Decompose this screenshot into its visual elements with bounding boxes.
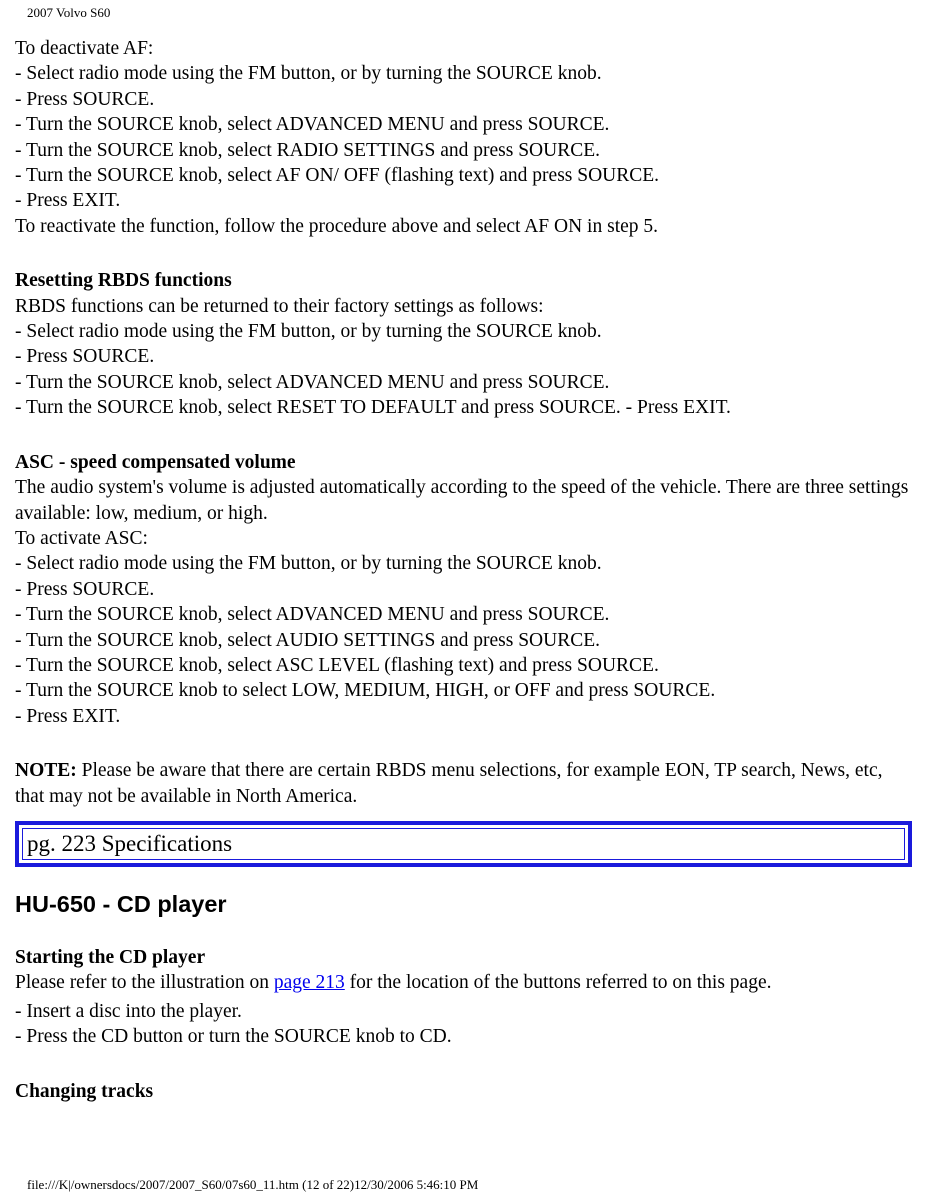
page-content (15, 36, 915, 1104)
section-heading: Starting the CD player (15, 946, 206, 968)
text-line: - Turn the SOURCE knob, select ADVANCED MENU and press SOURCE. (15, 371, 610, 393)
text-line: - Select radio mode using the FM button, or by turning the SOURCE knob. (15, 63, 602, 85)
paragraph-gap (15, 1050, 915, 1079)
text-line: To reactivate the function, follow the procedure above and select AF ON in step 5. (15, 215, 659, 237)
specifications-page-box (15, 821, 912, 867)
text-line: - Press SOURCE. (15, 346, 155, 368)
section-heading: Resetting RBDS functions (15, 270, 232, 292)
text-line: - Turn the SOURCE knob to select LOW, MEDIUM, HIGH, or OFF and press SOURCE. (15, 680, 716, 702)
note-paragraph (15, 758, 915, 809)
refer-text-after: for the location of the buttons referred to on this page. (344, 972, 772, 994)
deactivate-af-section (15, 36, 915, 239)
paragraph-gap (15, 729, 915, 758)
text-line: - Turn the SOURCE knob, select AUDIO SETTINGS and press SOURCE. (15, 629, 600, 651)
text-line: To deactivate AF: (15, 38, 154, 59)
paragraph-gap (15, 421, 915, 450)
starting-cd-section (15, 945, 915, 1050)
document-footer-path: file:///K|/ownersdocs/2007/2007_S60/07s60_11.htm (12 of 22)12/30/2006 5:46:10 PM (27, 1177, 479, 1192)
text-line: - Press SOURCE. (15, 578, 155, 600)
note-text: Please be aware that there are certain RBDS menu selections, for example EON, TP search, News, etc, that may not be available in North America. (15, 760, 883, 807)
section-heading: Changing tracks (15, 1080, 154, 1102)
text-line: - Turn the SOURCE knob, select AF ON/ OFF (flashing text) and press SOURCE. (15, 165, 660, 187)
text-line: - Turn the SOURCE knob, select RESET TO DEFAULT and press SOURCE. - Press EXIT. (15, 397, 731, 419)
text-line: - Select radio mode using the FM button, or by turning the SOURCE knob. (15, 321, 602, 343)
text-line: - Turn the SOURCE knob, select ADVANCED MENU and press SOURCE. (15, 604, 610, 626)
text-line: RBDS functions can be returned to their factory settings as follows: (15, 295, 544, 317)
text-line: To activate ASC: (15, 527, 148, 549)
text-line: - Insert a disc into the player. (15, 1000, 242, 1022)
text-line: - Press EXIT. (15, 190, 121, 212)
note-label: NOTE: (15, 760, 77, 782)
asc-section (15, 450, 915, 729)
paragraph-gap (15, 239, 915, 268)
text-line: - Turn the SOURCE knob, select RADIO SETTINGS and press SOURCE. (15, 139, 600, 161)
refer-paragraph (15, 970, 915, 995)
asc-intro-paragraph: The audio system's volume is adjusted automatically according to the speed of the vehicle. There are three settings available: low, medium, or high. (15, 477, 909, 524)
text-line: - Press SOURCE. (15, 88, 155, 110)
document-header-title: 2007 Volvo S60 (27, 5, 111, 20)
page-213-link[interactable]: page 213 (273, 972, 345, 994)
specifications-page-label: pg. 223 Specifications (22, 828, 905, 860)
text-line: - Press EXIT. (15, 705, 121, 727)
text-line: - Turn the SOURCE knob, select ASC LEVEL (flashing text) and press SOURCE. (15, 654, 659, 676)
refer-text-before: Please refer to the illustration on (15, 972, 274, 994)
cd-player-title: HU-650 - CD player (15, 890, 227, 917)
text-line: - Turn the SOURCE knob, select ADVANCED MENU and press SOURCE. (15, 114, 610, 136)
section-heading: ASC - speed compensated volume (15, 451, 296, 473)
text-line: - Press the CD button or turn the SOURCE knob to CD. (15, 1026, 452, 1048)
text-line: - Select radio mode using the FM button, or by turning the SOURCE knob. (15, 553, 602, 575)
reset-rbds-section (15, 268, 915, 420)
